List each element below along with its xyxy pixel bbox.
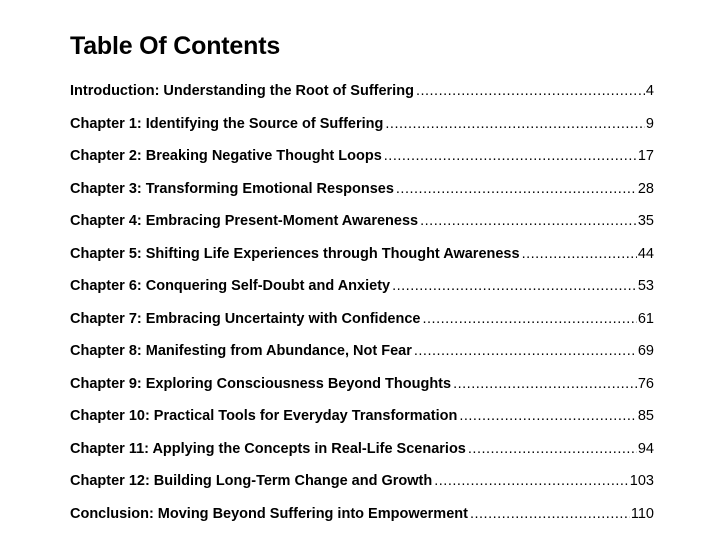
- toc-entry-label: Chapter 3: Transforming Emotional Responses: [70, 180, 394, 197]
- toc-entry-page: 103: [629, 473, 654, 489]
- toc-entry-page: 17: [637, 148, 654, 164]
- dot-leader: [434, 468, 629, 494]
- toc-entry-chapter-5: [70, 241, 654, 274]
- toc-entry-label: Chapter 11: Applying the Concepts in Real-Life Scenarios: [70, 440, 466, 457]
- dot-leader: [396, 176, 637, 202]
- toc-entry-page: 61: [637, 310, 654, 327]
- dot-leader: [522, 241, 637, 267]
- toc-entry-label: Chapter 8: Manifesting from Abundance, Not Fear: [70, 343, 412, 359]
- dot-leader: [453, 371, 637, 397]
- toc-entry-page: 69: [637, 343, 654, 359]
- dot-leader: [384, 143, 637, 169]
- toc-entry-introduction: [70, 78, 654, 111]
- toc-entry-label: Chapter 6: Conquering Self-Doubt and Anxiety: [70, 278, 391, 294]
- dot-leader: [416, 78, 645, 104]
- toc-entry-chapter-9: [70, 371, 654, 404]
- toc-entry-chapter-1: [70, 111, 654, 144]
- page-title: Table Of Contents: [70, 32, 281, 60]
- toc-entry-chapter-7: [70, 306, 654, 339]
- dot-leader: [392, 273, 637, 299]
- toc-entry-page: 35: [637, 213, 654, 229]
- toc-entry-page: 53: [637, 278, 654, 294]
- dot-leader: [468, 436, 637, 462]
- dot-leader: [385, 111, 645, 137]
- toc-entry-page: 110: [630, 505, 654, 522]
- toc-entry-page: 44: [637, 245, 654, 262]
- toc-entry-chapter-12: [70, 468, 654, 501]
- toc-entry-label: Chapter 2: Breaking Negative Thought Loops: [70, 148, 382, 164]
- toc-entry-page: 76: [637, 375, 654, 392]
- toc-entry-label: Chapter 7: Embracing Uncertainty with Confidence: [70, 310, 421, 327]
- toc-entry-chapter-2: [70, 143, 654, 176]
- toc-entry-chapter-4: [70, 208, 654, 241]
- toc-entry-page: 94: [637, 440, 654, 457]
- toc-list: [70, 78, 654, 533]
- toc-entry-chapter-11: [70, 436, 654, 469]
- dot-leader: [459, 403, 637, 429]
- dot-leader: [420, 208, 637, 234]
- toc-entry-page: 85: [637, 408, 654, 424]
- dot-leader: [414, 338, 637, 364]
- toc-entry-chapter-8: [70, 338, 654, 371]
- toc-entry-label: Chapter 4: Embracing Present-Moment Awareness: [70, 213, 419, 229]
- toc-entry-chapter-10: [70, 403, 654, 436]
- toc-entry-label: Chapter 9: Exploring Consciousness Beyond Thoughts: [70, 375, 452, 392]
- toc-entry-page: 9: [645, 115, 654, 132]
- dot-leader: [470, 501, 630, 527]
- toc-entry-label: Conclusion: Moving Beyond Suffering into Empowerment: [70, 505, 468, 522]
- toc-entry-label: Chapter 5: Shifting Life Experiences through Thought Awareness: [70, 245, 520, 262]
- toc-entry-label: Chapter 12: Building Long-Term Change and Growth: [70, 473, 433, 489]
- toc-entry-label: Chapter 10: Practical Tools for Everyday Transformation: [70, 408, 458, 424]
- toc-entry-chapter-6: [70, 273, 654, 306]
- dot-leader: [422, 306, 636, 332]
- toc-entry-conclusion: [70, 501, 654, 534]
- toc-entry-label: Chapter 1: Identifying the Source of Suffering: [70, 115, 384, 132]
- toc-entry-chapter-3: [70, 176, 654, 209]
- toc-entry-page: 4: [645, 83, 654, 99]
- toc-entry-label: Introduction: Understanding the Root of Suffering: [70, 83, 414, 99]
- toc-entry-page: 28: [637, 180, 654, 197]
